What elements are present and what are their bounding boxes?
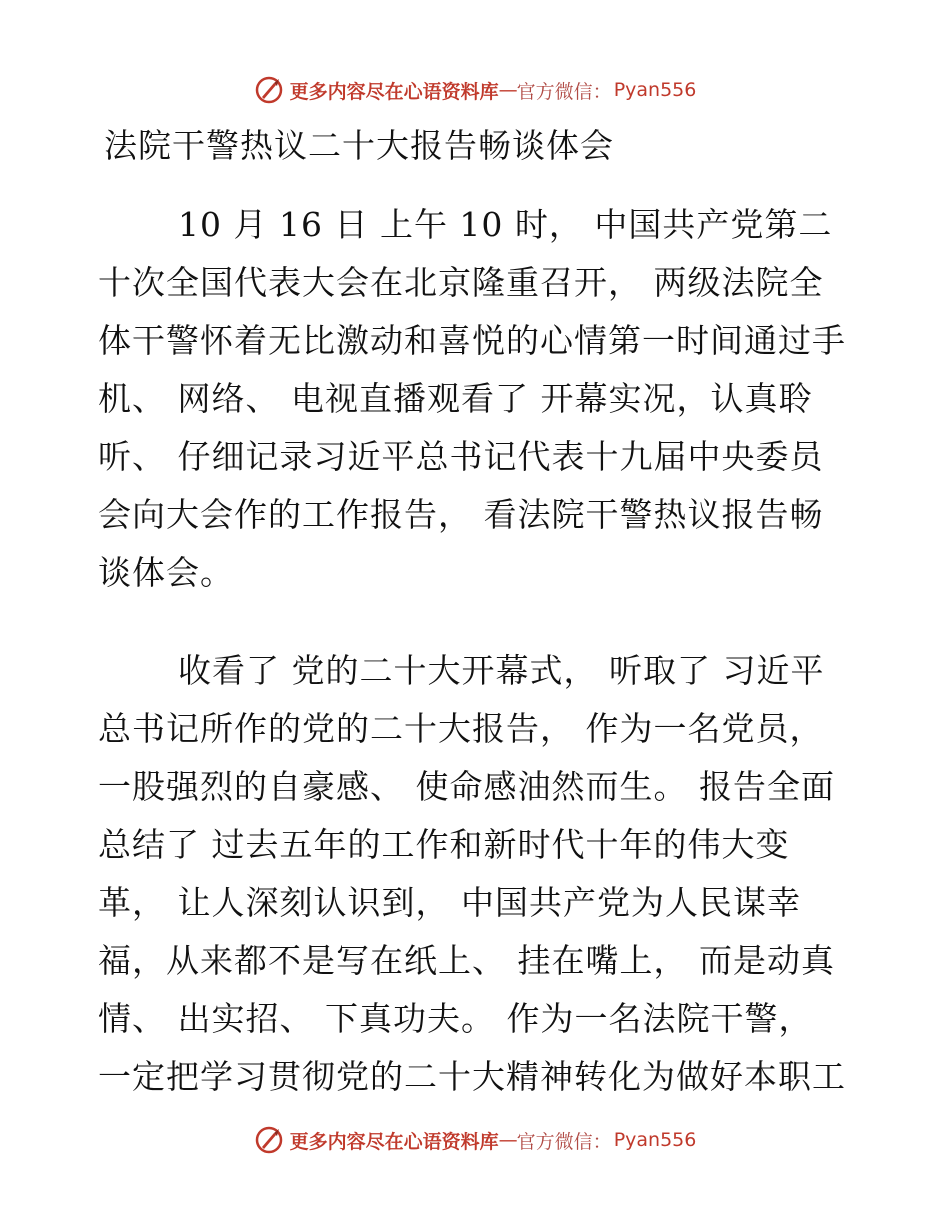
banner-dash: —	[498, 79, 517, 101]
text-line: 革， 让人深刻认识到， 中国共产党为人民谋幸	[98, 883, 801, 922]
document-body	[98, 196, 858, 1106]
text-line: 福，从来都不是写在纸上、 挂在嘴上， 而是动真	[98, 941, 835, 980]
text-line: 体干警怀着无比激动和喜悦的心情第一时间通过手	[98, 321, 846, 360]
quill-logo-icon	[254, 1125, 284, 1155]
footer-watermark-banner	[0, 1122, 950, 1158]
text-line: 谈体会。	[98, 553, 234, 592]
text-line: 情、 出实招、 下真功夫。 作为一名法院干警，	[98, 999, 813, 1038]
text-line: 一股强烈的自豪感、 使命感油然而生。 报告全面	[98, 767, 835, 806]
banner-brand-text: 更多内容尽在心语资料库	[289, 1130, 499, 1153]
quill-logo-icon	[254, 75, 284, 105]
text-line: 总结了 过去五年的工作和新时代十年的伟大变	[98, 825, 790, 864]
text-line: 10 月 16 日 上午 10 时， 中国共产党第二	[178, 205, 833, 244]
banner-wechat-id: Pyan556	[613, 1129, 697, 1151]
text-line: 会向大会作的工作报告， 看法院干警热议报告畅	[98, 495, 824, 534]
banner-official-label: 官方微信：	[516, 80, 612, 103]
paragraph-1	[98, 196, 858, 602]
header-watermark-banner	[0, 72, 950, 108]
banner-wechat-id: Pyan556	[613, 79, 697, 101]
banner-dash: —	[498, 1129, 517, 1151]
banner-brand-text: 更多内容尽在心语资料库	[289, 80, 499, 103]
paragraph-spacer	[98, 602, 858, 642]
text-line: 十次全国代表大会在北京隆重召开， 两级法院全	[98, 263, 824, 302]
text-line: 机、 网络、 电视直播观看了 开幕实况，认真聆	[98, 379, 813, 418]
paragraph-2	[98, 642, 858, 1106]
text-line: 总书记所作的党的二十大报告， 作为一名党员，	[98, 709, 824, 748]
document-title: 法院干警热议二十大报告畅谈体会	[104, 126, 614, 165]
text-line: 听、 仔细记录习近平总书记代表十九届中央委员	[98, 437, 824, 476]
text-line: 收看了 党的二十大开幕式， 听取了 习近平	[178, 651, 825, 690]
text-line: 一定把学习贯彻党的二十大精神转化为做好本职工	[98, 1057, 846, 1096]
banner-official-label: 官方微信：	[516, 1130, 612, 1153]
